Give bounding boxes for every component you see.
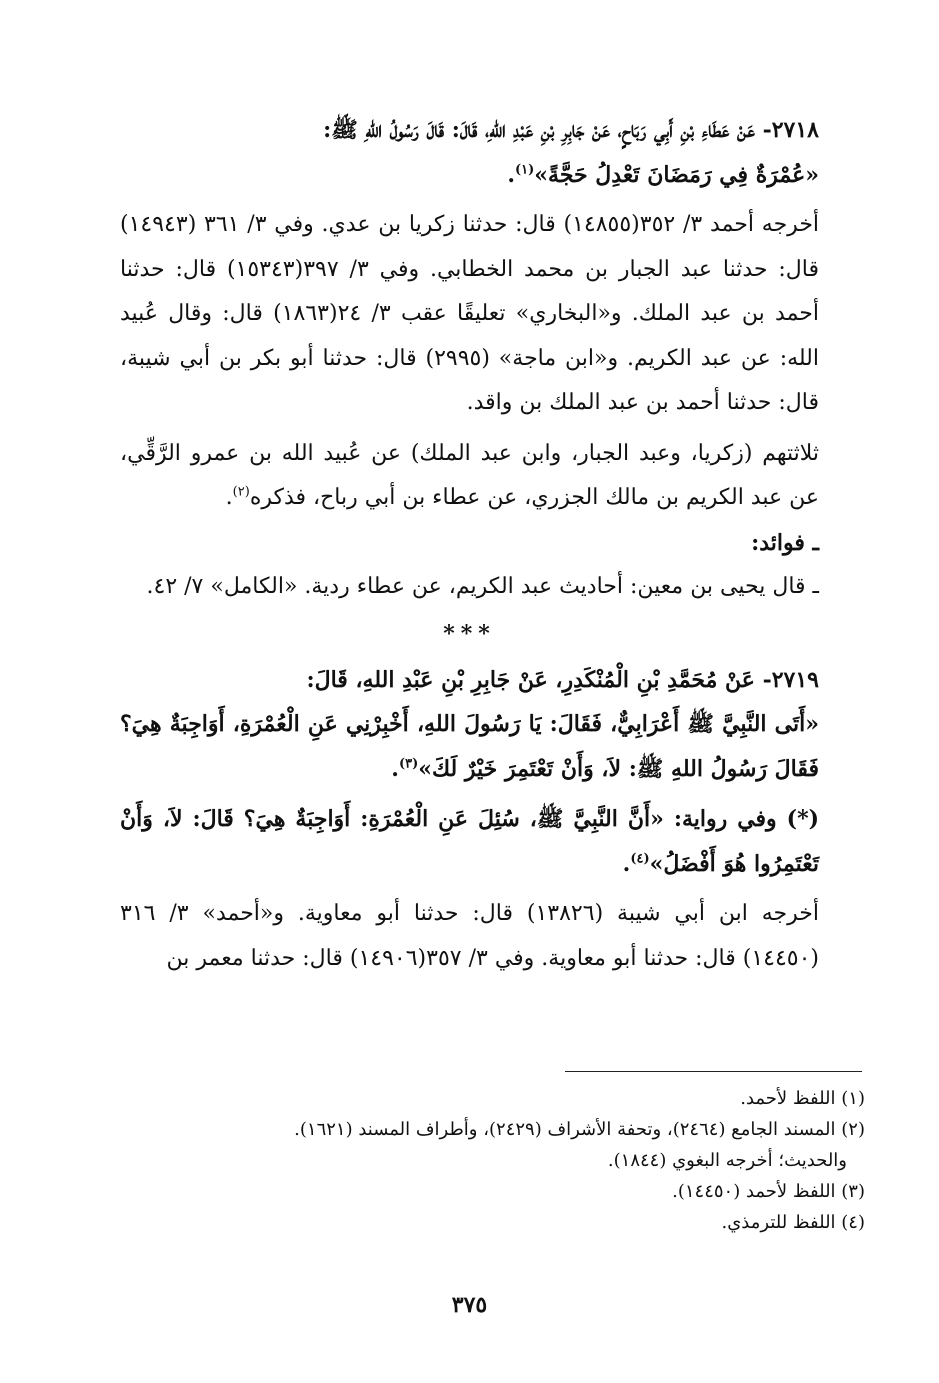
hadith-2718-chain-text: ثلاثتهم (زكريا، وعبد الجبار، وابن عبد الملك) عن عُبيد الله بن عمرو الرَّقِّي، عن عبد الكريم بن مالك الجزري، عن عطاء بن أبي رباح، فذكره <box>120 440 819 510</box>
footnote-ref-4: (٤) <box>630 851 650 867</box>
hadith-2719-takhrij: أخرجه ابن أبي شيبة (١٣٨٢٦) قال: حدثنا أبو معاوية. و«أحمد» ٣/ ٣١٦ (١٤٤٥٠) قال: حدثنا أبو معاوية. وفي ٣/ ٣٥٧(١٤٩٠٦) قال: حدثنا معمر بن <box>120 901 820 971</box>
fawaid-heading: ـ فوائد: <box>751 529 819 556</box>
footnote-ref-3: (٣) <box>398 756 419 772</box>
hadith-2718-matn: «عُمْرَةٌ فِي رَمَضَانَ تَعْدِلُ حَجَّةً» <box>534 161 819 188</box>
hadith-2719-text <box>120 702 819 791</box>
footnotes <box>100 1083 865 1238</box>
page-number: ٣٧٥ <box>451 1292 488 1318</box>
footnote-4: (٤) اللفظ للترمذي. <box>721 1212 865 1233</box>
footnote-1: (١) اللفظ لأحمد. <box>740 1088 865 1109</box>
hadith-2719-riwaya-text: (*) وفي رواية: «أَنَّ النَّبِيَّ ﷺ، سُئِلَ عَنِ الْعُمْرَةِ: أَوَاجِبَةٌ هِيَ؟ قَالَ: لاَ، وَأَنْ تَعْتَمِرُوا هُوَ أَفْضَلُ» <box>120 806 819 877</box>
footnote-2-continuation: والحديث؛ أخرجه البغوي (١٨٤٤). <box>607 1150 847 1171</box>
footnote-ref-2: (٢) <box>232 484 250 500</box>
main-text <box>120 108 819 981</box>
hadith-2719-intro: ٢٧١٩- عَنْ مُحَمَّدِ بْنِ الْمُنْكَدِرِ، عَنْ جَابِرِ بْنِ عَبْدِ اللهِ، قَالَ: <box>306 666 819 693</box>
hadith-2719-riwaya-end: . <box>622 850 631 877</box>
hadith-2718-chain-end: . <box>225 485 233 510</box>
footnote-divider <box>565 1071 862 1072</box>
hadith-2718-text <box>120 153 819 198</box>
hadith-2719-text-end: . <box>391 755 399 782</box>
footnote-3: (٣) اللفظ لأحمد (١٤٤٥٠). <box>672 1181 865 1202</box>
hadith-2719-matn: «أَتَى النَّبِيَّ ﷺ أَعْرَابِيٌّ، فَقَالَ: يَا رَسُولَ اللهِ، أَخْبِرْنِي عَنِ الْعُمْرَةِ، أَوَاجِبَةٌ هِيَ؟ فَقَالَ رَسُولُ اللهِ ﷺ: لاَ، وَأَنْ تَعْتَمِرَ خَيْرٌ لَكَ» <box>120 711 819 782</box>
hadith-2718-text-end: . <box>507 161 515 188</box>
hadith-2718-intro: ٢٧١٨- عَنْ عَطَاءِ بْنِ أَبِي رَبَاحٍ، عَنْ جَابِرِ بْنِ عَبْدِ اللهِ، قَالَ: قَالَ رَسُولُ اللهِ ﷺ: <box>323 117 819 143</box>
footnote-2: (٢) المسند الجامع (٢٤٦٤)، وتحفة الأشراف (٢٤٢٩)، وأطراف المسند (١٦٢١). <box>294 1119 865 1140</box>
hadith-2719-riwaya <box>120 797 819 886</box>
footnote-ref-1: (١) <box>514 162 535 178</box>
fawaid-text: ـ قال يحيى بن معين: أحاديث عبد الكريم، عن عطاء ردية. «الكامل» ٧/ ٤٢. <box>146 574 819 599</box>
hadith-2718-chain <box>120 432 819 521</box>
section-separator: *** <box>443 620 496 647</box>
hadith-2718-takhrij: أخرجه أحمد ٣/ ٣٥٢(١٤٨٥٥) قال: حدثنا زكريا بن عدي. وفي ٣/ ٣٦١ (١٤٩٤٣) قال: حدثنا عبد الجبار بن محمد الخطابي. وفي ٣/ ٣٩٧(١٥٣٤٣) قال: حدثنا أحمد بن عبد الملك. و«البخاري» تعليقًا عقب ٣/ ٢٤(١٨٦٣) قال: وقال عُبيد الله: عن عبد الكريم. و«ابن ماجة» (٢٩٩٥) قال: حدثنا أبو بكر بن أبي شيبة، قال: حدثنا أحمد بن عبد الملك بن واقد. <box>120 212 820 415</box>
